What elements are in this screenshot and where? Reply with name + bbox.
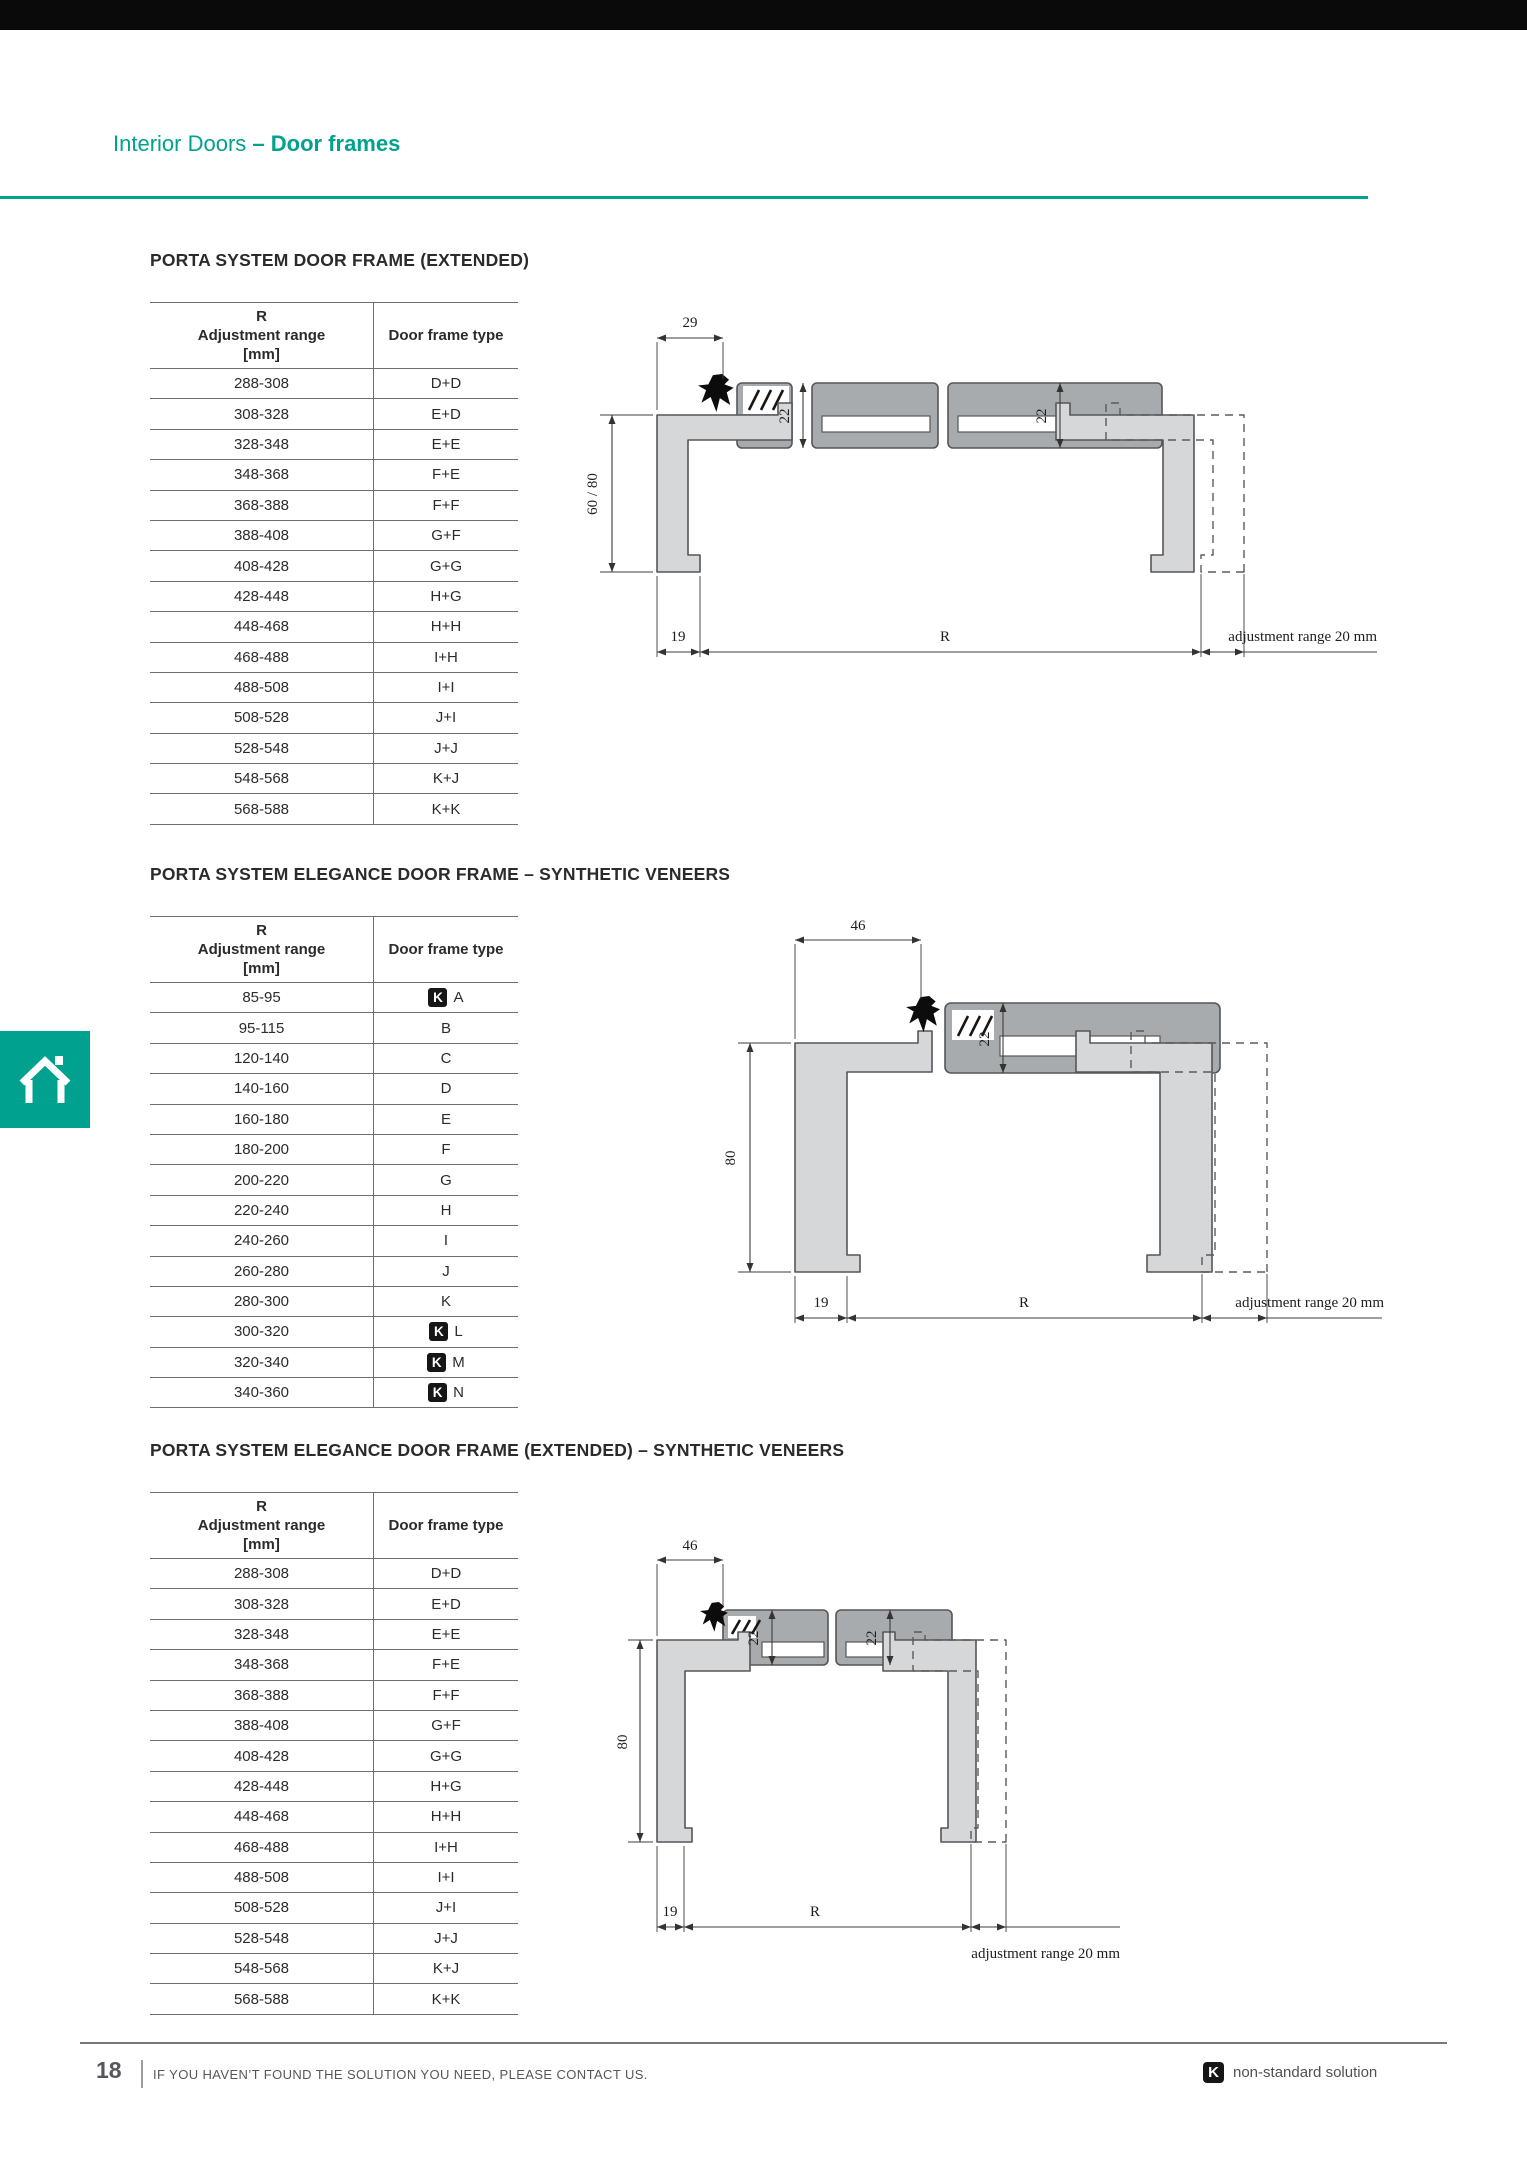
type-cell <box>374 1196 518 1225</box>
type-cell <box>374 1650 518 1679</box>
dim-label-height: 60 / 80 <box>585 473 601 515</box>
type-cell <box>374 1165 518 1194</box>
type-cell <box>374 643 518 672</box>
breadcrumb <box>113 131 400 157</box>
type-value: I+I <box>437 1869 455 1887</box>
type-cell <box>374 1893 518 1922</box>
type-cell <box>374 1863 518 1892</box>
table-row <box>150 1347 518 1377</box>
type-value: J+I <box>435 709 457 727</box>
table-row <box>150 1923 518 1953</box>
table-row <box>150 1134 518 1164</box>
type-cell <box>374 1559 518 1588</box>
col-adjustment-range: R Adjustment range [mm] <box>150 1493 374 1558</box>
cross-section-diagram-extended <box>500 300 1390 660</box>
table-row <box>150 1316 518 1346</box>
dim-label-jamb: 19 <box>670 629 686 645</box>
left-jamb <box>657 403 792 572</box>
type-cell <box>374 983 518 1012</box>
type-value: E+E <box>431 435 461 453</box>
range-cell: 408-428 <box>150 1741 374 1770</box>
type-cell <box>374 673 518 702</box>
table-row <box>150 1983 518 2013</box>
range-cell: 548-568 <box>150 764 374 793</box>
range-cell: 568-588 <box>150 1984 374 2013</box>
door-frame-table-2 <box>150 916 518 1408</box>
range-cell: 488-508 <box>150 1863 374 1892</box>
table-header <box>150 302 518 368</box>
dim-label-opening: R <box>809 1904 821 1920</box>
type-value: E+E <box>431 1625 461 1643</box>
dim-label-opening: R <box>1018 1295 1030 1311</box>
non-standard-k-icon: K <box>1203 2062 1224 2083</box>
type-cell <box>374 1924 518 1953</box>
type-value: E <box>440 1110 451 1128</box>
cross-section-diagram-elegance-extended <box>600 1530 1400 1980</box>
dim-label-jamb: 19 <box>813 1295 829 1311</box>
table-header <box>150 916 518 982</box>
type-value: H+H <box>430 1808 462 1826</box>
type-cell <box>374 551 518 580</box>
type-value: F+E <box>432 1656 460 1674</box>
type-cell <box>374 1074 518 1103</box>
type-value: N <box>453 1384 464 1402</box>
type-value: I <box>443 1232 449 1250</box>
type-cell <box>374 1105 518 1134</box>
table-row <box>150 1286 518 1316</box>
seal-gasket <box>906 996 940 1032</box>
type-cell <box>374 1984 518 2013</box>
table-row <box>150 429 518 459</box>
type-cell <box>374 1741 518 1770</box>
table-row <box>150 1649 518 1679</box>
range-cell: 488-508 <box>150 673 374 702</box>
range-cell: 448-468 <box>150 1802 374 1831</box>
footer-contact-text: IF YOU HAVEN’T FOUND THE SOLUTION YOU NEED, PLEASE CONTACT US. <box>153 2067 648 2082</box>
type-value: J+J <box>434 1929 458 1947</box>
type-cell <box>374 1013 518 1042</box>
dim-label-panel: 22 <box>746 1630 762 1646</box>
breadcrumb-topic: – Door frames <box>252 131 401 156</box>
adjustment-note: adjustment range 20 mm <box>1235 1295 1384 1311</box>
type-cell <box>374 1711 518 1740</box>
range-cell: 160-180 <box>150 1105 374 1134</box>
type-cell <box>374 582 518 611</box>
type-cell <box>374 1257 518 1286</box>
table-row <box>150 1801 518 1831</box>
section-title-1: PORTA SYSTEM DOOR FRAME (EXTENDED) <box>150 250 530 270</box>
table-row <box>150 1953 518 1983</box>
range-cell: 328-348 <box>150 430 374 459</box>
table-row <box>150 1619 518 1649</box>
range-cell: 428-448 <box>150 582 374 611</box>
type-value: K <box>440 1293 451 1311</box>
non-standard-k-icon: K <box>427 1353 446 1372</box>
type-cell <box>374 1681 518 1710</box>
table-row <box>150 1680 518 1710</box>
dim-label-width: 46 <box>850 918 866 934</box>
col-adjustment-range: R Adjustment range [mm] <box>150 917 374 982</box>
range-cell: 140-160 <box>150 1074 374 1103</box>
type-value: E+D <box>431 405 461 423</box>
type-cell <box>374 1589 518 1618</box>
range-cell: 348-368 <box>150 460 374 489</box>
range-cell: 528-548 <box>150 1924 374 1953</box>
range-cell: 280-300 <box>150 1287 374 1316</box>
type-cell <box>374 1833 518 1862</box>
left-jamb <box>657 1632 750 1842</box>
right-jamb <box>1076 1031 1212 1272</box>
table-row <box>150 550 518 580</box>
type-cell <box>374 460 518 489</box>
table-row <box>150 642 518 672</box>
type-value: F+F <box>432 496 460 514</box>
table-body <box>150 982 518 1408</box>
table-row <box>150 581 518 611</box>
type-cell <box>374 1378 518 1407</box>
table-row <box>150 702 518 732</box>
type-value: K+J <box>432 770 460 788</box>
range-cell: 448-468 <box>150 612 374 641</box>
type-cell <box>374 430 518 459</box>
non-standard-k-icon: K <box>428 1383 447 1402</box>
seal-gasket <box>698 374 734 412</box>
range-cell: 548-568 <box>150 1954 374 1983</box>
type-value: J <box>442 1262 450 1280</box>
type-value: J+I <box>435 1899 457 1917</box>
table-row <box>150 1225 518 1255</box>
type-value: H+G <box>430 1777 462 1795</box>
table-row <box>150 490 518 520</box>
table-row <box>150 1256 518 1286</box>
table-row <box>150 611 518 641</box>
table-row <box>150 763 518 793</box>
type-cell <box>374 612 518 641</box>
type-value: H+G <box>430 587 462 605</box>
type-value: G+G <box>429 557 463 575</box>
right-jamb <box>1056 403 1194 572</box>
range-cell: 388-408 <box>150 521 374 550</box>
legend-label: non-standard solution <box>1233 2064 1378 2081</box>
type-cell <box>374 491 518 520</box>
table-row <box>150 1832 518 1862</box>
type-value: E+D <box>431 1595 461 1613</box>
range-cell: 428-448 <box>150 1772 374 1801</box>
col-door-frame-type: Door frame type <box>388 1517 504 1534</box>
type-cell <box>374 764 518 793</box>
range-cell: 468-488 <box>150 643 374 672</box>
table-row <box>150 1558 518 1588</box>
type-value: C <box>440 1049 452 1067</box>
right-jamb <box>883 1632 976 1842</box>
section-title-2: PORTA SYSTEM ELEGANCE DOOR FRAME – SYNTHETIC VENEERS <box>150 864 731 884</box>
dim-label-panel2: 22 <box>864 1630 880 1646</box>
dim-label-width: 29 <box>682 315 698 331</box>
range-cell: 240-260 <box>150 1226 374 1255</box>
type-cell <box>374 521 518 550</box>
dim-label-jamb: 19 <box>662 1904 678 1920</box>
dim-label-opening: R <box>939 629 951 645</box>
table-row <box>150 1862 518 1892</box>
range-cell: 508-528 <box>150 703 374 732</box>
type-value: I+H <box>434 1838 458 1856</box>
header-divider <box>0 196 1368 199</box>
type-cell <box>374 1317 518 1346</box>
page-number: 18 <box>96 2057 122 2083</box>
table-row <box>150 1104 518 1134</box>
type-value: H+H <box>430 618 462 636</box>
type-value: F+E <box>432 466 460 484</box>
range-cell: 120-140 <box>150 1044 374 1073</box>
range-cell: 508-528 <box>150 1893 374 1922</box>
type-value: J+J <box>434 739 458 757</box>
type-cell <box>374 1620 518 1649</box>
table-body <box>150 1558 518 2015</box>
dim-label-width: 46 <box>682 1538 698 1554</box>
type-cell <box>374 1802 518 1831</box>
door-frame-table-1 <box>150 302 518 825</box>
footer-divider <box>80 2042 1447 2044</box>
col-door-frame-type: Door frame type <box>388 941 504 958</box>
type-cell <box>374 734 518 763</box>
type-value: K+J <box>432 1960 460 1978</box>
range-cell: 408-428 <box>150 551 374 580</box>
dim-label-height: 80 <box>723 1150 739 1166</box>
footer-legend <box>1203 2062 1377 2083</box>
sidebar-home-tab[interactable] <box>0 1031 90 1128</box>
type-value: G+G <box>429 1747 463 1765</box>
table-row <box>150 1377 518 1407</box>
type-cell <box>374 369 518 398</box>
type-value: M <box>452 1353 465 1371</box>
range-cell: 468-488 <box>150 1833 374 1862</box>
dim-label-height: 80 <box>615 1734 631 1750</box>
home-icon <box>17 1053 73 1107</box>
range-cell: 200-220 <box>150 1165 374 1194</box>
type-value: B <box>440 1019 451 1037</box>
type-cell <box>374 1772 518 1801</box>
table-row <box>150 793 518 823</box>
table-header <box>150 1492 518 1558</box>
range-cell: 288-308 <box>150 1559 374 1588</box>
table-row <box>150 368 518 398</box>
type-value: G+F <box>431 527 461 545</box>
type-cell <box>374 794 518 823</box>
range-cell: 328-348 <box>150 1620 374 1649</box>
type-value: F+F <box>432 1686 460 1704</box>
cross-section-diagram-elegance <box>560 840 1390 1340</box>
table-row <box>150 1012 518 1042</box>
adjustment-note: adjustment range 20 mm <box>971 1946 1120 1962</box>
table-row <box>150 982 518 1012</box>
adjustment-note: adjustment range 20 mm <box>1228 629 1377 645</box>
range-cell: 308-328 <box>150 399 374 428</box>
table-body <box>150 368 518 825</box>
table-row <box>150 1073 518 1103</box>
type-value: G <box>440 1171 452 1189</box>
type-cell <box>374 399 518 428</box>
col-adjustment-range: R Adjustment range [mm] <box>150 303 374 368</box>
type-value: H <box>440 1201 452 1219</box>
type-value: A <box>453 989 464 1007</box>
table-row <box>150 1710 518 1740</box>
dim-label-panel2: 22 <box>1034 408 1050 424</box>
door-frame-table-3 <box>150 1492 518 2015</box>
table-row <box>150 672 518 702</box>
range-cell: 180-200 <box>150 1135 374 1164</box>
table-row <box>150 398 518 428</box>
range-cell: 308-328 <box>150 1589 374 1618</box>
type-value: F <box>441 1141 451 1159</box>
range-cell: 260-280 <box>150 1257 374 1286</box>
range-cell: 320-340 <box>150 1348 374 1377</box>
table-row <box>150 1740 518 1770</box>
left-jamb <box>795 1031 932 1272</box>
top-black-bar <box>0 0 1527 30</box>
range-cell: 368-388 <box>150 1681 374 1710</box>
range-cell: 568-588 <box>150 794 374 823</box>
type-value: I+H <box>434 648 458 666</box>
table-row <box>150 1892 518 1922</box>
table-row <box>150 520 518 550</box>
table-row <box>150 1771 518 1801</box>
type-value: D <box>440 1080 452 1098</box>
range-cell: 85-95 <box>150 983 374 1012</box>
non-standard-k-icon: K <box>429 1322 448 1341</box>
range-cell: 340-360 <box>150 1378 374 1407</box>
dim-label-panel: 22 <box>977 1031 993 1047</box>
type-cell <box>374 703 518 732</box>
range-cell: 528-548 <box>150 734 374 763</box>
table-row <box>150 1195 518 1225</box>
type-value: K+K <box>431 1990 461 2008</box>
col-door-frame-type: Door frame type <box>388 327 504 344</box>
range-cell: 348-368 <box>150 1650 374 1679</box>
type-value: D+D <box>430 1565 462 1583</box>
table-row <box>150 1164 518 1194</box>
range-cell: 388-408 <box>150 1711 374 1740</box>
section-title-3: PORTA SYSTEM ELEGANCE DOOR FRAME (EXTENDED) – SYNTHETIC VENEERS <box>150 1440 845 1460</box>
range-cell: 288-308 <box>150 369 374 398</box>
table-row <box>150 733 518 763</box>
type-value: G+F <box>431 1717 461 1735</box>
dim-label-panel: 22 <box>777 408 793 424</box>
range-cell: 95-115 <box>150 1013 374 1042</box>
table-row <box>150 1043 518 1073</box>
type-cell <box>374 1954 518 1983</box>
type-value: K+K <box>431 800 461 818</box>
breadcrumb-section: Interior Doors <box>113 131 253 156</box>
type-cell <box>374 1135 518 1164</box>
non-standard-k-icon: K <box>428 988 447 1007</box>
type-cell <box>374 1348 518 1377</box>
table-row <box>150 459 518 489</box>
type-value: I+I <box>437 679 455 697</box>
type-cell <box>374 1044 518 1073</box>
type-cell <box>374 1287 518 1316</box>
range-cell: 220-240 <box>150 1196 374 1225</box>
range-cell: 368-388 <box>150 491 374 520</box>
type-value: L <box>454 1323 463 1341</box>
type-value: D+D <box>430 375 462 393</box>
type-cell <box>374 1226 518 1255</box>
table-row <box>150 1588 518 1618</box>
footer-separator <box>141 2060 143 2088</box>
range-cell: 300-320 <box>150 1317 374 1346</box>
